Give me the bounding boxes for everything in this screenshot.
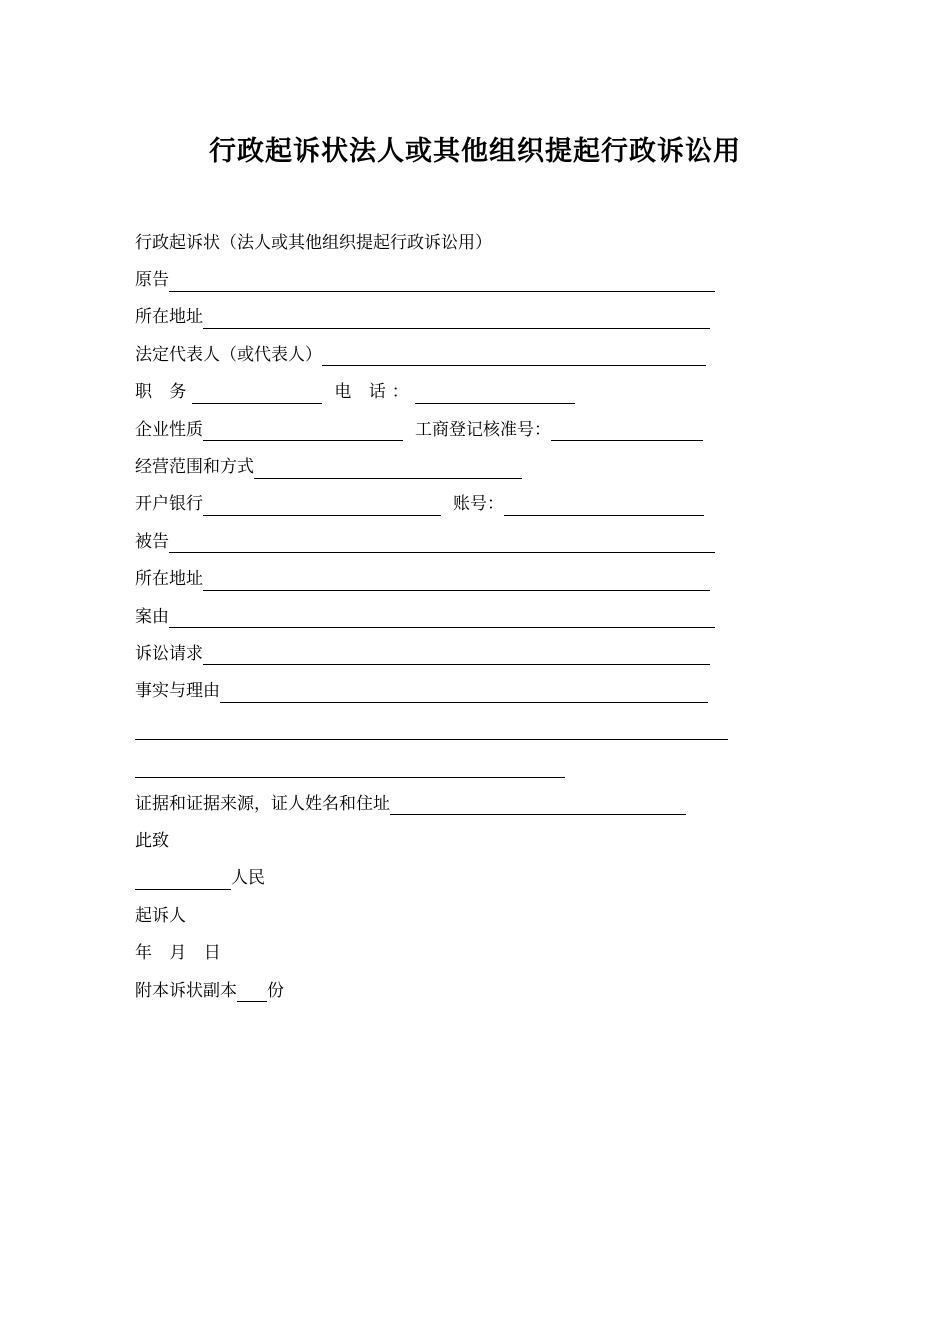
- facts-label: 事实与理由: [135, 681, 220, 702]
- court-label: 人民: [231, 868, 265, 889]
- position-blank[interactable]: [192, 387, 322, 404]
- phone-label: 电 话：: [334, 382, 415, 403]
- to-label: 此致: [135, 830, 169, 851]
- defendant-blank[interactable]: [169, 536, 715, 553]
- case-cause-row: [135, 598, 735, 635]
- subtitle-row: [135, 224, 735, 261]
- facts-blank[interactable]: [220, 686, 708, 703]
- position-label: 职 务: [135, 382, 193, 403]
- defendant-label: 被告: [135, 531, 169, 552]
- plaintiff-sign-label: 起诉人: [135, 905, 186, 926]
- document-title: 行政起诉状法人或其他组织提起行政诉讼用: [209, 136, 741, 167]
- court-row: [135, 860, 735, 897]
- bank-blank[interactable]: [203, 499, 441, 516]
- claims-label: 诉讼请求: [135, 643, 203, 664]
- legal-rep-row: [135, 336, 735, 373]
- to-row: [135, 822, 735, 859]
- legal-rep-blank[interactable]: [322, 349, 706, 366]
- subtitle: 行政起诉状（法人或其他组织提起行政诉讼用）: [135, 232, 492, 253]
- position-phone-row: [135, 374, 735, 411]
- enterprise-nature-label: 企业性质: [135, 419, 203, 440]
- defendant-row: [135, 523, 735, 560]
- defendant-address-row: [135, 561, 735, 598]
- plaintiff-label: 原告: [135, 270, 169, 291]
- account-label: 账号：: [453, 494, 504, 515]
- business-reg-label: 工商登记核准号：: [415, 419, 551, 440]
- business-scope-label: 经营范围和方式: [135, 457, 254, 478]
- business-scope-blank[interactable]: [254, 462, 522, 479]
- plaintiff-address-blank[interactable]: [203, 312, 710, 329]
- copies-suffix: 份: [267, 980, 284, 1001]
- plaintiff-blank[interactable]: [169, 275, 715, 292]
- bank-row: [135, 486, 735, 523]
- plaintiff-sign-row: [135, 897, 735, 934]
- enterprise-nature-blank[interactable]: [203, 424, 403, 441]
- plaintiff-address-row: [135, 299, 735, 336]
- form-body: [135, 224, 735, 1009]
- copies-row: [135, 972, 735, 1009]
- facts-blank-2[interactable]: [135, 723, 728, 740]
- facts-blank-3[interactable]: [135, 761, 565, 778]
- case-cause-label: 案由: [135, 606, 169, 627]
- business-scope-row: [135, 448, 735, 485]
- facts-continuation-row-1: [135, 710, 735, 747]
- plaintiff-address-label: 所在地址: [135, 307, 203, 328]
- defendant-address-label: 所在地址: [135, 569, 203, 590]
- case-cause-blank[interactable]: [169, 611, 715, 628]
- legal-rep-label: 法定代表人（或代表人）: [135, 344, 322, 365]
- claims-row: [135, 635, 735, 672]
- court-blank[interactable]: [135, 873, 231, 890]
- date-row: [135, 934, 735, 971]
- facts-row: [135, 673, 735, 710]
- bank-label: 开户银行: [135, 494, 203, 515]
- date-label: 年 月 日: [135, 943, 227, 964]
- copies-blank[interactable]: [237, 985, 267, 1002]
- facts-continuation-row-2: [135, 747, 735, 784]
- evidence-blank[interactable]: [390, 798, 686, 815]
- plaintiff-row: [135, 261, 735, 298]
- account-blank[interactable]: [504, 499, 704, 516]
- evidence-label: 证据和证据来源，证人姓名和住址: [135, 793, 390, 814]
- defendant-address-blank[interactable]: [203, 574, 710, 591]
- claims-blank[interactable]: [203, 648, 710, 665]
- business-reg-blank[interactable]: [551, 424, 703, 441]
- evidence-row: [135, 785, 735, 822]
- phone-blank[interactable]: [415, 387, 575, 404]
- copies-prefix: 附本诉状副本: [135, 980, 237, 1001]
- enterprise-row: [135, 411, 735, 448]
